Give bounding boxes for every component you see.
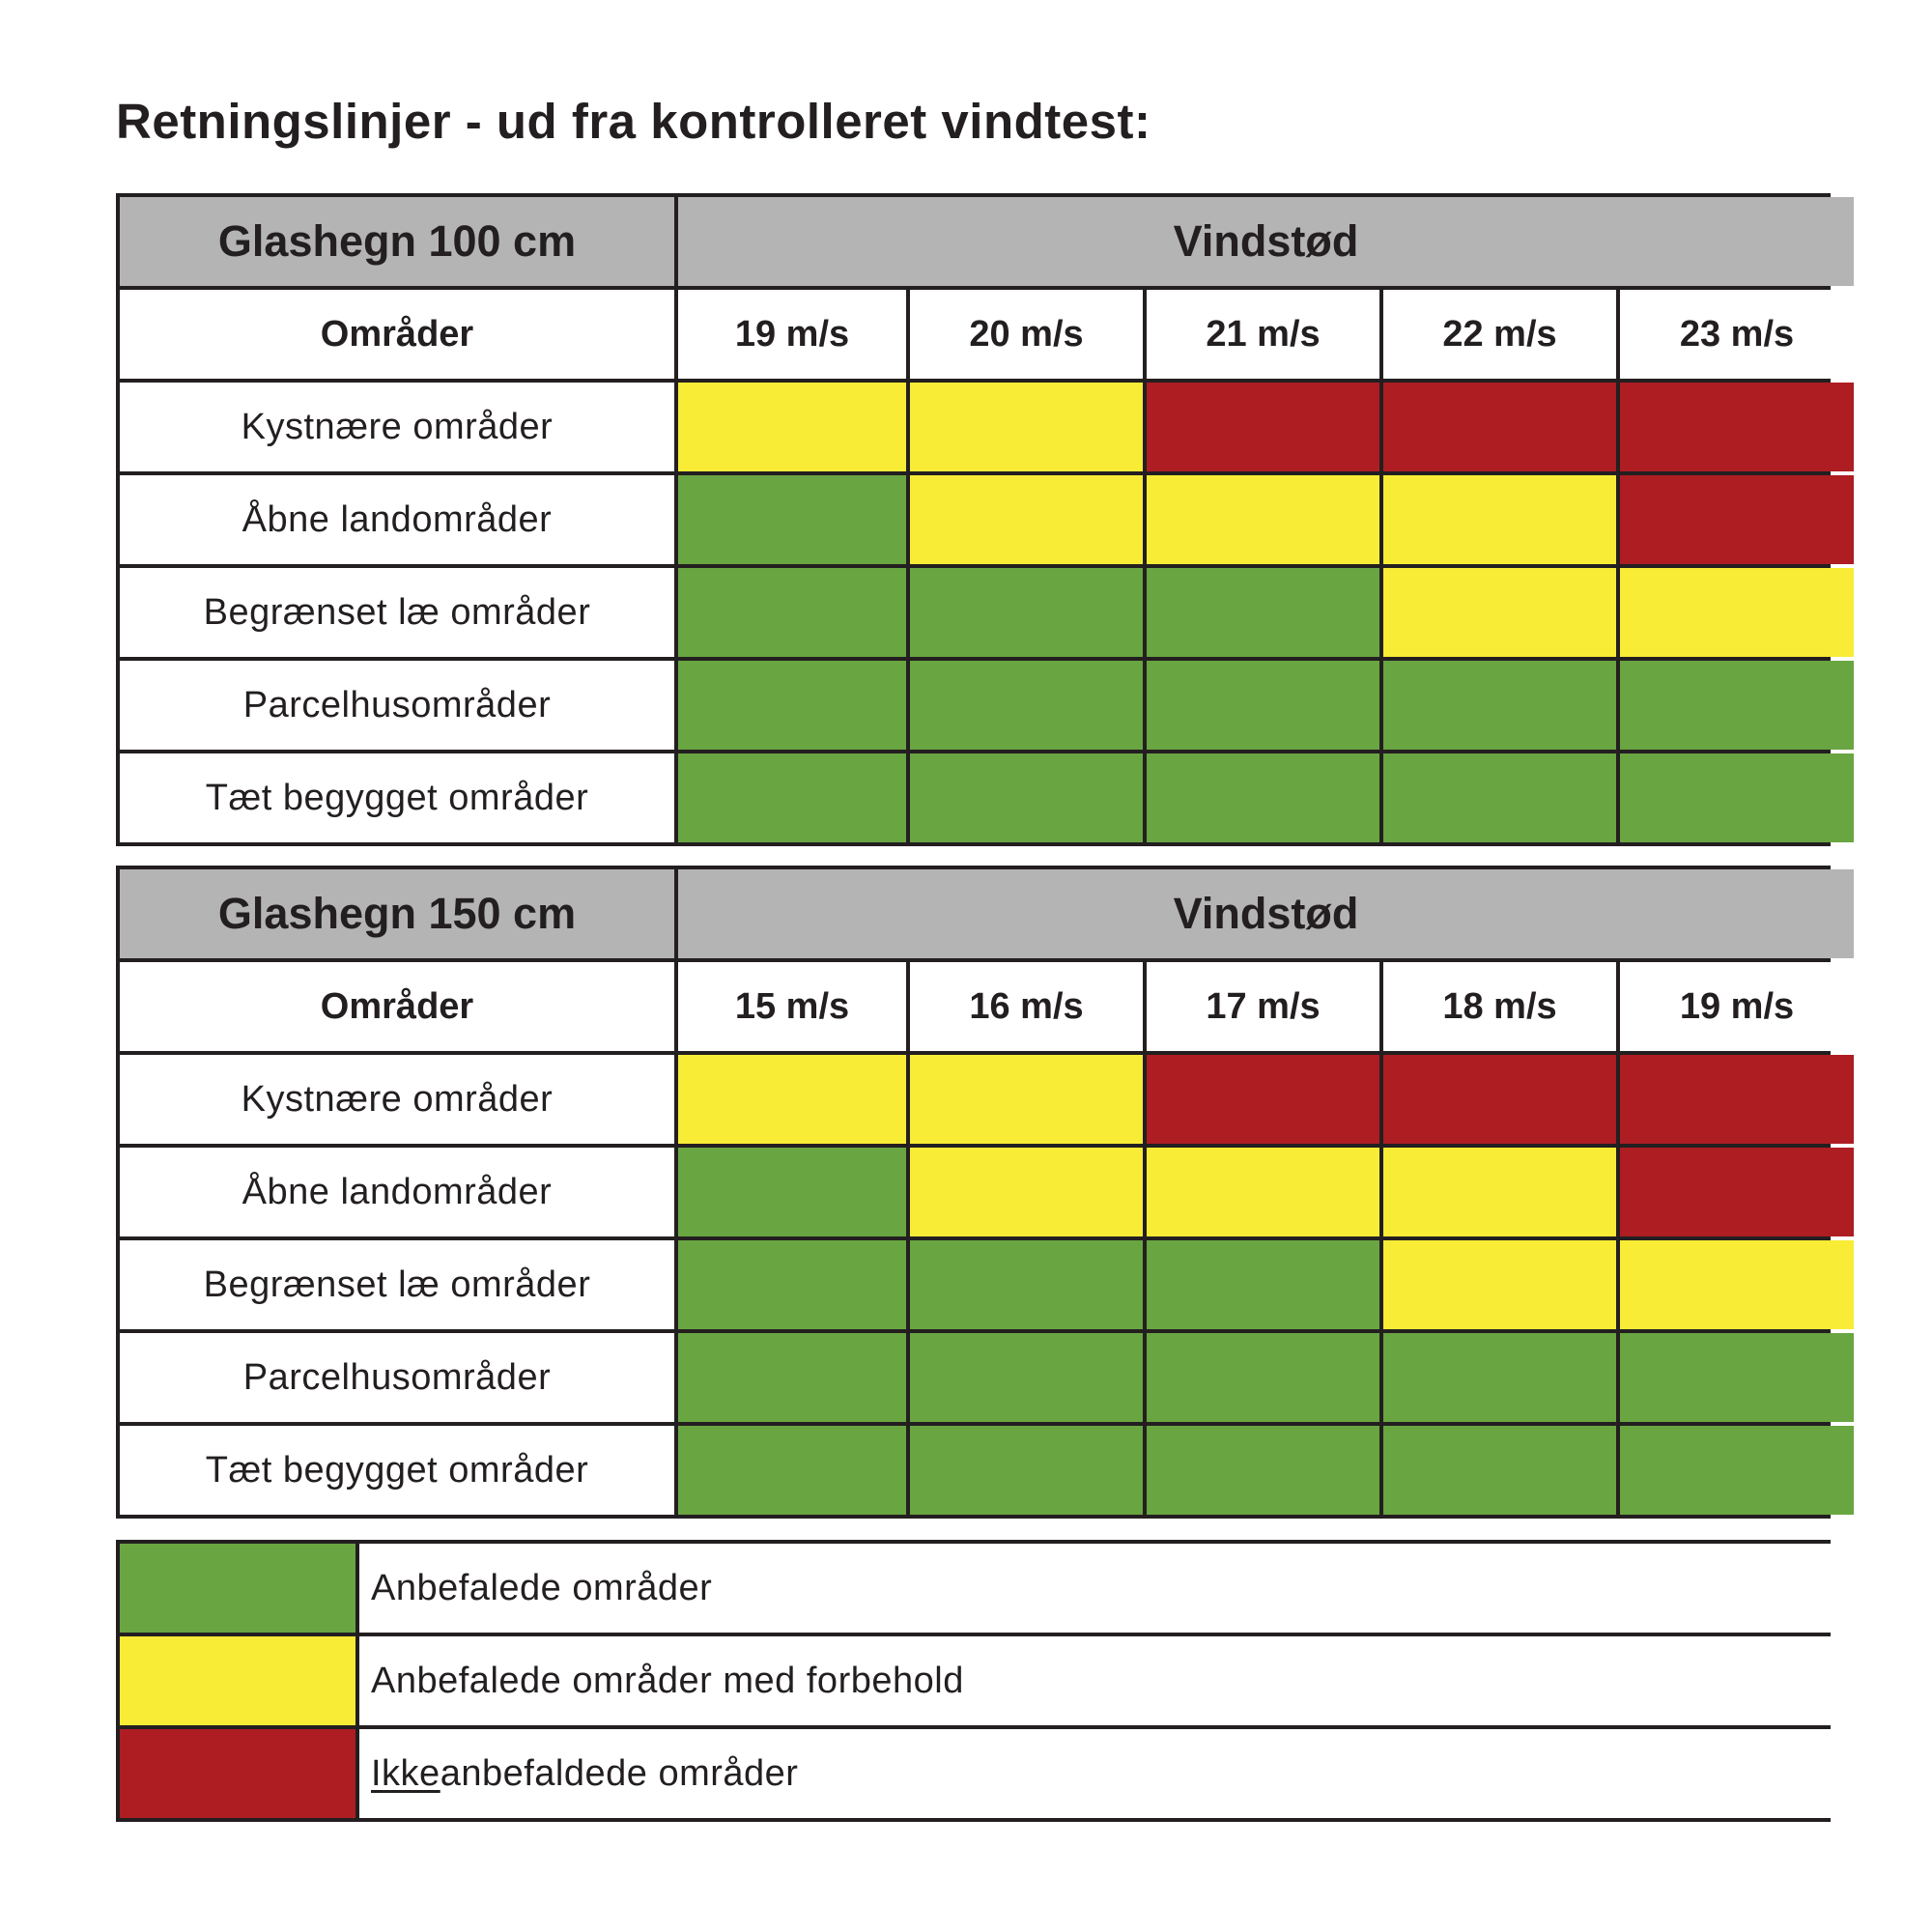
legend-label	[359, 1729, 1831, 1818]
rating-cell	[1147, 753, 1379, 842]
rating-cell	[1620, 1426, 1854, 1515]
speed-header: 20 m/s	[910, 290, 1143, 379]
wind-table-150cm	[116, 866, 1831, 1519]
area-label: Begrænset læ områder	[120, 1240, 674, 1329]
page-title: Retningslinjer - ud fra kontrolleret vindtest:	[116, 94, 1151, 149]
rating-cell	[678, 753, 906, 842]
rating-cell	[1147, 568, 1379, 657]
rating-cell	[1147, 475, 1379, 564]
rating-cell	[678, 475, 906, 564]
rating-cell	[1383, 1240, 1616, 1329]
legend-text-underlined: Ikke	[371, 1752, 440, 1794]
rating-cell	[678, 1426, 906, 1515]
legend-text: Anbefalede områder	[371, 1567, 713, 1608]
speed-header: 23 m/s	[1620, 290, 1854, 379]
legend-swatch-red	[120, 1729, 355, 1818]
rating-cell	[910, 753, 1143, 842]
legend-text: Anbefalede områder med forbehold	[371, 1660, 964, 1701]
rating-cell	[678, 1333, 906, 1422]
rating-cell	[1620, 753, 1854, 842]
rating-cell	[678, 1055, 906, 1144]
vindstod-header: Vindstød	[678, 197, 1854, 286]
table-title: Glashegn 100 cm	[120, 197, 674, 286]
wind-table-100cm	[116, 193, 1831, 846]
area-label: Kystnære områder	[120, 383, 674, 471]
rating-cell	[1383, 1426, 1616, 1515]
rating-cell	[678, 1240, 906, 1329]
speed-header: 22 m/s	[1383, 290, 1616, 379]
rating-cell	[910, 1055, 1143, 1144]
rating-cell	[910, 475, 1143, 564]
area-label: Parcelhusområder	[120, 661, 674, 750]
area-label: Kystnære områder	[120, 1055, 674, 1144]
rating-cell	[678, 568, 906, 657]
table-title: Glashegn 150 cm	[120, 869, 674, 958]
rating-cell	[910, 1240, 1143, 1329]
area-label: Parcelhusområder	[120, 1333, 674, 1422]
speed-header: 15 m/s	[678, 962, 906, 1051]
speed-header: 18 m/s	[1383, 962, 1616, 1051]
legend-swatch-yellow	[120, 1636, 355, 1725]
rating-cell	[1383, 1055, 1616, 1144]
rating-cell	[910, 383, 1143, 471]
rating-cell	[910, 1426, 1143, 1515]
rating-cell	[1383, 475, 1616, 564]
rating-cell	[1620, 1240, 1854, 1329]
rating-cell	[1147, 383, 1379, 471]
legend	[116, 1540, 1831, 1822]
rating-cell	[678, 383, 906, 471]
rating-cell	[1383, 383, 1616, 471]
rating-cell	[1383, 1333, 1616, 1422]
rating-cell	[1147, 1426, 1379, 1515]
area-label: Åbne landområder	[120, 1148, 674, 1236]
rating-cell	[1147, 1240, 1379, 1329]
rating-cell	[1383, 568, 1616, 657]
speed-header: 21 m/s	[1147, 290, 1379, 379]
rating-cell	[1147, 661, 1379, 750]
rating-cell	[910, 661, 1143, 750]
rating-cell	[1620, 383, 1854, 471]
rating-cell	[678, 1148, 906, 1236]
rating-cell	[910, 1148, 1143, 1236]
speed-header: 17 m/s	[1147, 962, 1379, 1051]
rating-cell	[1383, 1148, 1616, 1236]
omrader-header: Områder	[120, 962, 674, 1051]
rating-cell	[1383, 753, 1616, 842]
rating-cell	[1620, 1148, 1854, 1236]
rating-cell	[910, 1333, 1143, 1422]
area-label: Tæt begygget områder	[120, 753, 674, 842]
speed-header: 16 m/s	[910, 962, 1143, 1051]
omrader-header: Områder	[120, 290, 674, 379]
vindstod-header: Vindstød	[678, 869, 1854, 958]
rating-cell	[1147, 1055, 1379, 1144]
legend-label	[359, 1636, 1831, 1725]
area-label: Tæt begygget områder	[120, 1426, 674, 1515]
rating-cell	[1620, 568, 1854, 657]
rating-cell	[1620, 1055, 1854, 1144]
area-label: Åbne landområder	[120, 475, 674, 564]
legend-text: anbefaldede områder	[440, 1752, 799, 1794]
area-label: Begrænset læ områder	[120, 568, 674, 657]
rating-cell	[1147, 1333, 1379, 1422]
rating-cell	[1383, 661, 1616, 750]
rating-cell	[1620, 661, 1854, 750]
speed-header: 19 m/s	[1620, 962, 1854, 1051]
speed-header: 19 m/s	[678, 290, 906, 379]
rating-cell	[1620, 475, 1854, 564]
rating-cell	[910, 568, 1143, 657]
rating-cell	[1620, 1333, 1854, 1422]
rating-cell	[1147, 1148, 1379, 1236]
legend-label	[359, 1544, 1831, 1633]
legend-swatch-green	[120, 1544, 355, 1633]
rating-cell	[678, 661, 906, 750]
